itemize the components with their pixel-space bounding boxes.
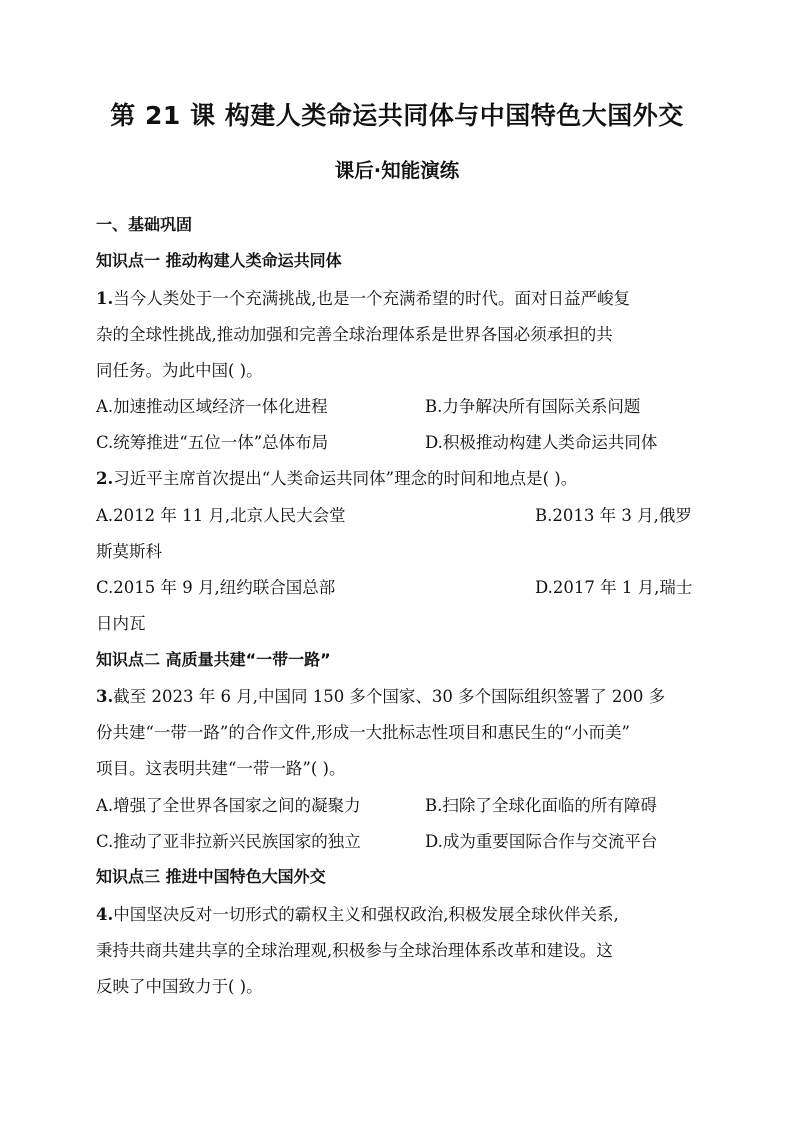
question-4-line-1 bbox=[96, 901, 696, 925]
question-1-text: 当今人类处于一个充满挑战,也是一个充满希望的时代。面对日益严峻复 bbox=[113, 289, 630, 308]
q2-option-d[interactable]: D.2017 年 1 月,瑞士 bbox=[535, 578, 693, 597]
question-3-options-row-2 bbox=[96, 828, 696, 852]
question-3-line-3: 项目。这表明共建“一带一路”( )。 bbox=[96, 759, 346, 778]
q3-option-a[interactable]: A.增强了全世界各国家之间的凝聚力 bbox=[96, 796, 361, 815]
lesson-title: 第 21 课 构建人类命运共同体与中国特色大国外交 bbox=[110, 101, 684, 130]
q2-option-b-continued: 斯莫斯科 bbox=[96, 542, 162, 561]
question-1-number: 1. bbox=[96, 289, 114, 308]
question-1-options-row-2 bbox=[96, 429, 696, 453]
q1-option-d[interactable]: D.积极推动构建人类命运共同体 bbox=[425, 433, 658, 452]
question-2-text: 习近平主席首次提出“人类命运共同体”理念的时间和地点是( )。 bbox=[113, 469, 578, 488]
question-3-number: 3. bbox=[96, 687, 114, 706]
question-2-options-row-2 bbox=[96, 574, 696, 598]
q1-option-b[interactable]: B.力争解决所有国际关系问题 bbox=[425, 397, 641, 416]
q2-option-b[interactable]: B.2013 年 3 月,俄罗 bbox=[535, 506, 692, 525]
knowledge-point-1: 知识点一 推动构建人类命运共同体 bbox=[96, 251, 342, 270]
q2-option-d-continued: 日内瓦 bbox=[96, 614, 146, 633]
question-4-line-3: 反映了中国致力于( )。 bbox=[96, 977, 263, 996]
question-1-line-3: 同任务。为此中国( )。 bbox=[96, 361, 263, 380]
question-3-line-2: 份共建“一带一路”的合作文件,形成一大批标志性项目和惠民生的“小而美” bbox=[96, 723, 630, 742]
question-1-line-2: 杂的全球性挑战,推动加强和完善全球治理体系是世界各国必须承担的共 bbox=[96, 325, 613, 344]
question-3-text: 截至 2023 年 6 月,中国同 150 多个国家、30 多个国际组织签署了 200 多 bbox=[113, 687, 666, 706]
knowledge-point-2: 知识点二 高质量共建“一带一路” bbox=[96, 650, 331, 669]
section-heading: 一、基础巩固 bbox=[96, 215, 193, 234]
question-2-options-row-1 bbox=[96, 502, 696, 526]
q3-option-c[interactable]: C.推动了亚非拉新兴民族国家的独立 bbox=[96, 832, 361, 851]
question-4-text: 中国坚决反对一切形式的霸权主义和强权政治,积极发展全球伙伴关系, bbox=[113, 905, 619, 924]
knowledge-point-3: 知识点三 推进中国特色大国外交 bbox=[96, 867, 326, 886]
question-2-line-1 bbox=[96, 465, 696, 489]
q2-option-c[interactable]: C.2015 年 9 月,纽约联合国总部 bbox=[96, 578, 336, 597]
question-4-number: 4. bbox=[96, 905, 114, 924]
q1-option-a[interactable]: A.加速推动区域经济一体化进程 bbox=[96, 397, 328, 416]
q3-option-b[interactable]: B.扫除了全球化面临的所有障碍 bbox=[425, 796, 657, 815]
question-4-line-2: 秉持共商共建共享的全球治理观,积极参与全球治理体系改革和建设。这 bbox=[96, 941, 613, 960]
question-2-number: 2. bbox=[96, 469, 114, 488]
question-1-line-1 bbox=[96, 285, 696, 309]
q2-option-a[interactable]: A.2012 年 11 月,北京人民大会堂 bbox=[96, 506, 346, 525]
question-3-options-row-1 bbox=[96, 792, 696, 816]
question-3-line-1 bbox=[96, 683, 696, 707]
q3-option-d[interactable]: D.成为重要国际合作与交流平台 bbox=[425, 832, 658, 851]
lesson-subtitle: 课后·知能演练 bbox=[334, 159, 460, 182]
question-1-options-row-1 bbox=[96, 393, 696, 417]
q1-option-c[interactable]: C.统筹推进“五位一体”总体布局 bbox=[96, 433, 329, 452]
